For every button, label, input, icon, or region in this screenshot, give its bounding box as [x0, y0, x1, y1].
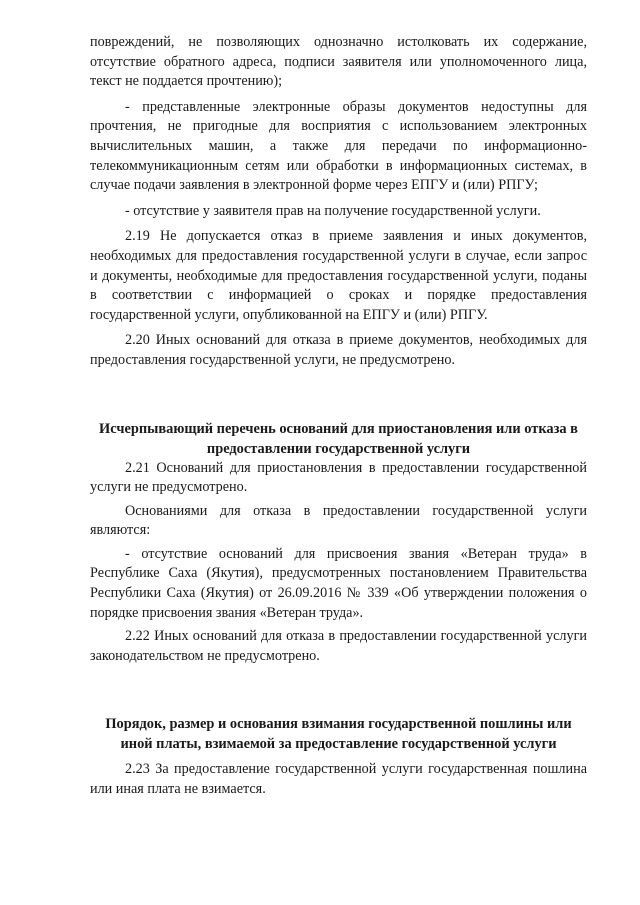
- paragraph: 2.22 Иных оснований для отказа в предоставлении государственной услуги законодательством не предусмотрено.: [90, 628, 587, 664]
- paragraph: Основаниями для отказа в предоставлении государственной услуги являются:: [90, 502, 587, 539]
- paragraph: 2.23 За предоставление государственной услуги государственная пошлина или иная плата не взимается.: [90, 761, 587, 798]
- section-heading: Порядок, размер и основания взимания государственной пошлины или иной платы, взимаемой за предоставление государственной услуги: [105, 716, 572, 753]
- paragraph: - отсутствие у заявителя прав на получение государственной услуги.: [125, 202, 541, 219]
- paragraph: - представленные электронные образы документов недоступны для прочтения, не пригодные для восприятия с использованием электронных вычислительных машин, а также для передачи по информационно-телекоммуникационным сетям или обработки в информационных системах, в случае подачи заявления в электронной форме через ЕПГУ и (или) РПГУ;: [90, 98, 587, 194]
- document-body: [90, 33, 587, 804]
- section-heading: Исчерпывающий перечень оснований для приостановления или отказа в предоставлении государственной услуги: [99, 420, 578, 457]
- paragraph: 2.20 Иных оснований для отказа в приеме документов, необходимых для предоставления государственной услуги, не предусмотрено.: [90, 332, 587, 368]
- paragraph: - отсутствие оснований для присвоения звания «Ветеран труда» в Республике Саха (Якутия), предусмотренных постановлением Правительства Республики Саха (Якутия) от 26.09.2016 № 339 «Об утверждении положения о порядке присвоения звания «Ветеран труда».: [90, 545, 587, 621]
- paragraph: 2.21 Оснований для приостановления в предоставлении государственной услуги не предусмотрено.: [90, 459, 587, 496]
- paragraph: повреждений, не позволяющих однозначно истолковать их содержание, отсутствие обратного адреса, подписи заявителя или уполномоченного лица, текст не поддается прочтению);: [90, 34, 587, 90]
- paragraph: 2.19 Не допускается отказ в приеме заявления и иных документов, необходимых для предоставления государственной услуги в случае, если запрос и документы, необходимые для предоставления государственной услуги, поданы в соответствии с информацией о сроках и порядке предоставления государственной услуги, опубликованной на ЕПГУ и (или) РПГУ.: [90, 228, 587, 323]
